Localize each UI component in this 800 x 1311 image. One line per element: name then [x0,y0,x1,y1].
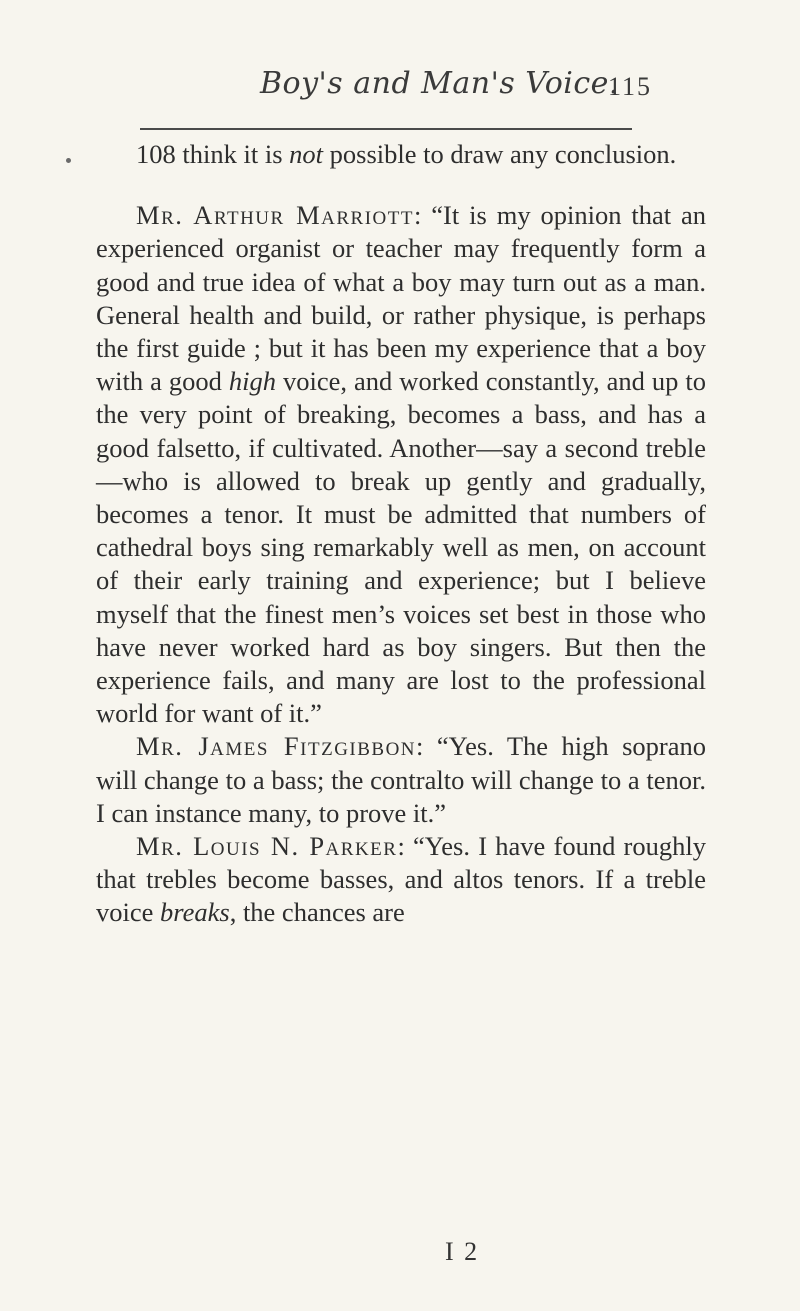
emphasis: not [289,139,324,169]
paragraph-gap [96,171,706,199]
text-run: 108 think it is [136,139,290,169]
speaker-name: Mr. Arthur Marriott [136,200,414,231]
running-head [120,56,652,106]
text-run: possible to draw any conclusion. [323,139,677,169]
speaker-name: Mr. James Fitzgibbon [136,731,417,762]
paragraph-parker [96,830,706,930]
running-title: Boy's and Man's Voice. [260,66,619,101]
paragraph-marriott [96,199,706,730]
paragraph-fitzgibbon [96,730,706,830]
text-run: , the chances are [229,897,405,928]
body-text [96,138,706,930]
emphasis: high [228,366,277,397]
speaker-name: Mr. Louis N. Parker [136,831,398,862]
text-run: : “It is my opinion that an experienced organist or teacher may frequently form a good and true idea of what a boy may turn out as a man. General health and build, or rather physique, is perhaps the first guide ; but it has been my experience that a boy with a good [96,200,706,397]
page-number: 115 [607,72,652,101]
text-run: voice, and worked constantly, and up to the very point of breaking, becomes a bass, and has a good falsetto, if cultivated. Another—say a second treble—who is allowed to break up gently and gradually, becomes a tenor. It must be admitted that numbers of cathedral boys sing remarkably well as men, on account of their early training and experience; but I believe myself that the finest men’s voices set best in those who have never worked hard as boy singers. But then the experience fails, and many are lost to the professional world for want of it.” [96,366,706,729]
text-run: : “Yes. I have found roughly that trebles become basses, and altos tenors. If a treble voice [96,831,706,928]
emphasis: breaks [160,897,230,928]
paragraph-continuation [96,138,706,171]
text-run: : “Yes. The high soprano will change to a bass; the contralto will change to a tenor. I can instance many, to prove it.” [96,731,707,828]
margin-mark [66,158,71,163]
signature-mark: I 2 [445,1237,480,1266]
header-rule [140,128,632,130]
